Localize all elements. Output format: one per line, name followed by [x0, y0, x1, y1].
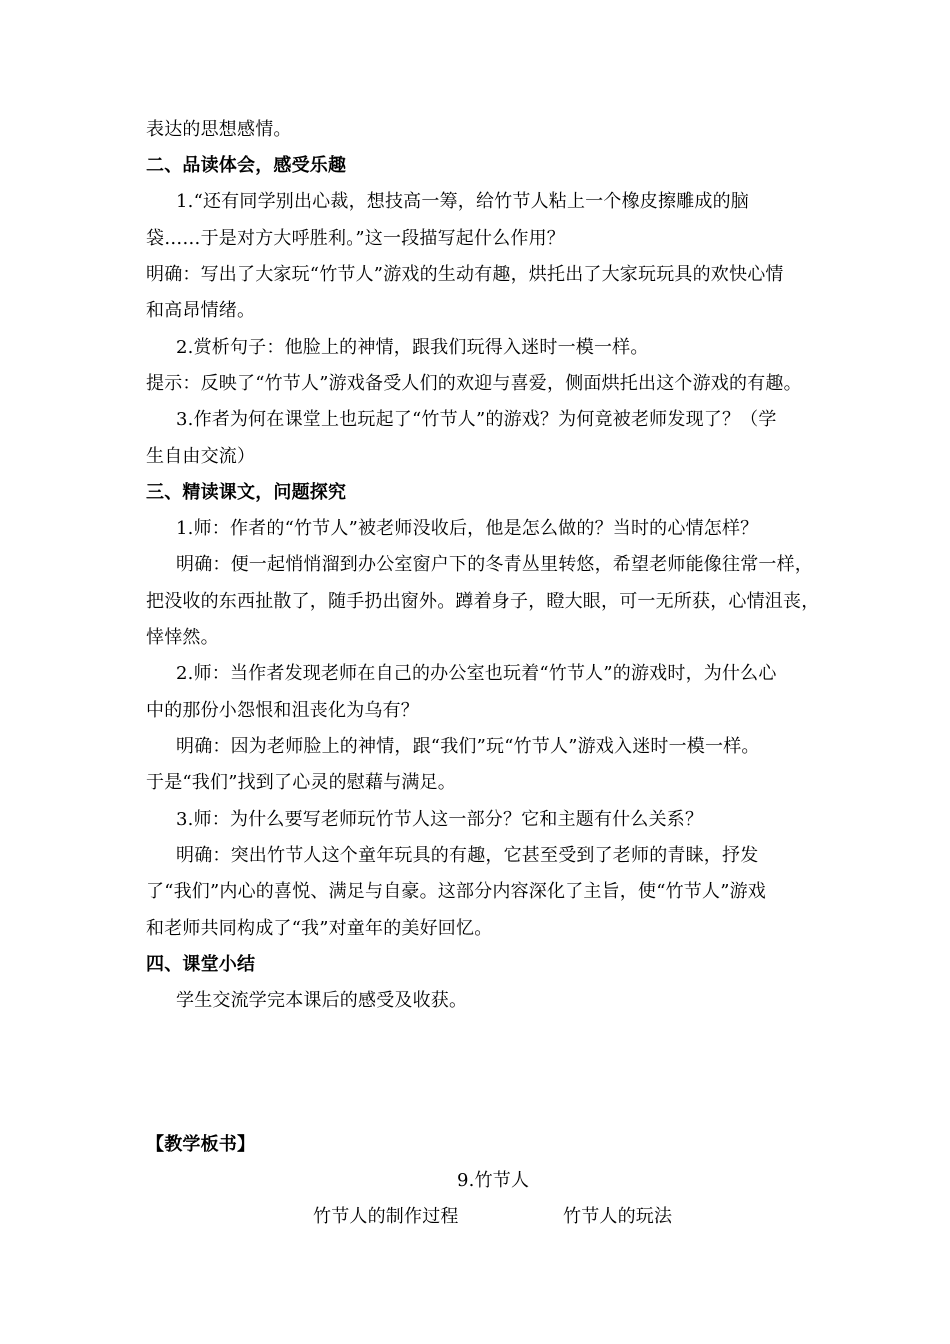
section-3-q2-line2: 中的那份小怨恨和沮丧化为乌有？ — [146, 700, 419, 721]
section-3-a1-line1: 明确：便一起悄悄溜到办公室窗户下的冬青丛里转悠，希望老师能像往常一样， — [176, 554, 813, 575]
section-3-heading: 三、精读课文，问题探究 — [146, 482, 347, 503]
section-3-a2-line2: 于是“我们”找到了心灵的慰藉与满足。 — [146, 772, 457, 793]
section-3-a3-line2: 了“我们”内心的喜悦、满足与自豪。这部分内容深化了主旨，使“竹节人”游戏 — [146, 881, 767, 902]
section-3-q2-line1: 2.师：当作者发现老师在自己的办公室也玩着“竹节人”的游戏时，为什么心 — [176, 663, 777, 684]
section-3-a3-line3: 和老师共同构成了“我”对童年的美好回忆。 — [146, 918, 493, 939]
section-3-q3: 3.师：为什么要写老师玩竹节人这一部分？它和主题有什么关系？ — [176, 809, 704, 830]
section-2-a1-line2: 和高昂情绪。 — [146, 300, 256, 321]
section-2-q3-line2: 生自由交流） — [146, 446, 256, 467]
section-4-heading: 四、课堂小结 — [146, 954, 256, 975]
section-3-a1-line2: 把没收的东西扯散了，随手扔出窗外。蹲着身子，瞪大眼，可一无所获，心情沮丧， — [146, 591, 820, 612]
section-2-q1-line2: 袋……于是对方大呼胜利。”这一段描写起什么作用？ — [146, 228, 565, 249]
board-lesson-title: 9.竹节人 — [457, 1170, 530, 1191]
section-2-a2: 提示：反映了“竹节人”游戏备受人们的欢迎与喜爱，侧面烘托出这个游戏的有趣。 — [146, 373, 802, 394]
section-2-q1-line1: 1.“还有同学别出心裁，想技高一筹，给竹节人粘上一个橡皮擦雕成的脑 — [176, 191, 749, 212]
board-right-item: 竹节人的玩法 — [563, 1206, 673, 1227]
board-title: 【教学板书】 — [146, 1134, 256, 1155]
section-3-a1-line3: 悻悻然。 — [146, 627, 219, 648]
section-3-a2-line1: 明确：因为老师脸上的神情，跟“我们”玩“竹节人”游戏入迷时一模一样。 — [176, 736, 760, 757]
section-4-text: 学生交流学完本课后的感受及收获。 — [176, 990, 468, 1011]
section-2-q3-line1: 3.作者为何在课堂上也玩起了“竹节人”的游戏？为何竟被老师发现了？（学 — [176, 409, 777, 430]
section-3-a3-line1: 明确：突出竹节人这个童年玩具的有趣，它甚至受到了老师的青睐，抒发 — [176, 845, 759, 866]
section-3-q1: 1.师：作者的“竹节人”被老师没收后，他是怎么做的？当时的心情怎样？ — [176, 518, 759, 539]
section-2-q2: 2.赏析句子：他脸上的神情，跟我们玩得入迷时一模一样。 — [176, 337, 649, 358]
section-2-a1-line1: 明确：写出了大家玩“竹节人”游戏的生动有趣，烘托出了大家玩玩具的欢快心情 — [146, 264, 784, 285]
board-left-item: 竹节人的制作过程 — [313, 1206, 459, 1227]
intro-tail-text: 表达的思想感情。 — [146, 119, 292, 140]
section-2-heading: 二、品读体会，感受乐趣 — [146, 155, 347, 176]
